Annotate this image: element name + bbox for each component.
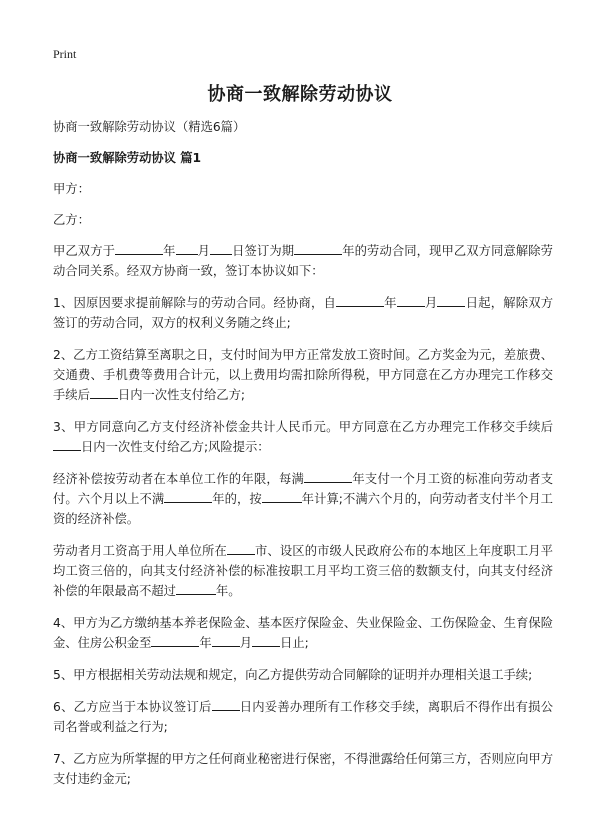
blank-field	[176, 241, 198, 255]
intro-text-5: 年的劳动合同，现甲乙双方同意解除劳动合同关系。经双方协商一致，签订本协议如下：	[53, 244, 553, 278]
risk-note-1-text-2: 年支付一个月工资的标准向劳动者支付。六个月以上不满	[53, 472, 553, 506]
blank-field	[176, 581, 216, 595]
blank-field	[151, 633, 199, 647]
blank-field	[262, 489, 302, 503]
clause-4	[53, 613, 553, 653]
intro-text-1: 甲乙双方于	[53, 244, 116, 258]
clause-6-text-2: 日内妥善办理所有工作移交手续，离职后不得作出有损公司名誉或利益之行为;	[53, 700, 553, 734]
clause-3-text-1: 3、甲方同意向乙方支付经济补偿金共计人民币元。甲方同意在乙方办理完工作移交手续后	[53, 420, 553, 434]
clause-2	[53, 345, 553, 405]
document-subtitle: 协商一致解除劳动协议（精选6篇）	[53, 120, 246, 134]
clause-4-text-2: 年	[199, 636, 212, 650]
clause-1-text-3: 月	[424, 296, 438, 310]
party-a-line: 甲方：	[53, 182, 90, 196]
blank-field	[164, 489, 212, 503]
risk-note-1	[53, 469, 553, 529]
blank-field	[336, 293, 384, 307]
clause-4-text-1: 4、甲方为乙方缴纳基本养老保险金、基本医疗保险金、失业保险金、工伤保险金、生育保险金、住房公积金至	[53, 616, 553, 650]
clause-3	[53, 417, 553, 457]
risk-note-2-text-1: 劳动者月工资高于用人单位所在	[53, 544, 227, 558]
intro-text-4: 日签订为期	[232, 244, 295, 258]
blank-field	[212, 697, 240, 711]
intro-text-2: 年	[163, 244, 176, 258]
risk-note-1-text-1: 经济补偿按劳动者在本单位工作的年限，每满	[53, 472, 305, 486]
blank-field	[397, 293, 425, 307]
blank-field	[53, 437, 81, 451]
risk-note-2	[53, 541, 553, 601]
blank-field	[227, 541, 255, 555]
clause-1-text-2: 年	[384, 296, 397, 310]
clause-4-text-3: 月	[239, 636, 253, 650]
clause-6-text-1: 6、乙方应当于本协议签订后	[53, 700, 212, 714]
blank-field	[304, 469, 352, 483]
intro-text-3: 月	[197, 244, 211, 258]
clause-7: 7、乙方应为所掌握的甲方之任何商业秘密进行保密，不得泄露给任何第三方，否则应向甲方支付违约金元;	[53, 752, 553, 786]
risk-note-2-text-2: 市、设区的市级人民政府公布的本地区上年度职工月平均工资三倍的，向其支付经济补偿的标准按职工月平均工资三倍的数额支付，向其支付经济补偿的年限最高不超过	[53, 544, 553, 598]
clause-2-text-2: 日内一次性支付给乙方;	[117, 388, 246, 402]
document-title: 协商一致解除劳动协议	[207, 84, 393, 105]
blank-field	[212, 633, 240, 647]
blank-field	[294, 241, 342, 255]
blank-field	[210, 241, 232, 255]
party-b-line: 乙方：	[53, 213, 90, 227]
clause-1-text-4: 日起，解除双方签订的劳动合同，双方的权利义务随之终止;	[53, 296, 553, 330]
clause-3-text-2: 日内一次性支付给乙方;风险提示：	[81, 440, 270, 454]
clause-5: 5、甲方根据相关劳动法规和规定，向乙方提供劳动合同解除的证明并办理相关退工手续;	[53, 668, 533, 682]
risk-note-2-text-3: 年。	[215, 584, 241, 598]
blank-field	[115, 241, 163, 255]
risk-note-1-text-4: 年计算;不满六个月的，向劳动者支付半个月工资的经济补偿。	[53, 492, 553, 526]
clause-2-text-1: 2、乙方工资结算至离职之日，支付时间为甲方正常发放工资时间。乙方奖金为元，差旅费、交通费、手机费等费用合计元，以上费用均需扣除所得税，甲方同意在乙方办理完工作移交手续后	[53, 348, 553, 402]
blank-field	[90, 385, 118, 399]
intro-paragraph	[53, 241, 553, 281]
clause-4-text-4: 日止;	[280, 636, 309, 650]
blank-field	[437, 293, 465, 307]
risk-note-1-text-3: 年的，按	[212, 492, 262, 506]
clause-6	[53, 697, 553, 737]
blank-field	[252, 633, 280, 647]
section-heading: 协商一致解除劳动协议 篇1	[53, 151, 202, 165]
clause-1-text-1: 1、因原因要求提前解除与的劳动合同。经协商，自	[53, 296, 337, 310]
document-body	[53, 117, 553, 801]
print-label: Print	[53, 47, 77, 61]
clause-1	[53, 293, 553, 333]
